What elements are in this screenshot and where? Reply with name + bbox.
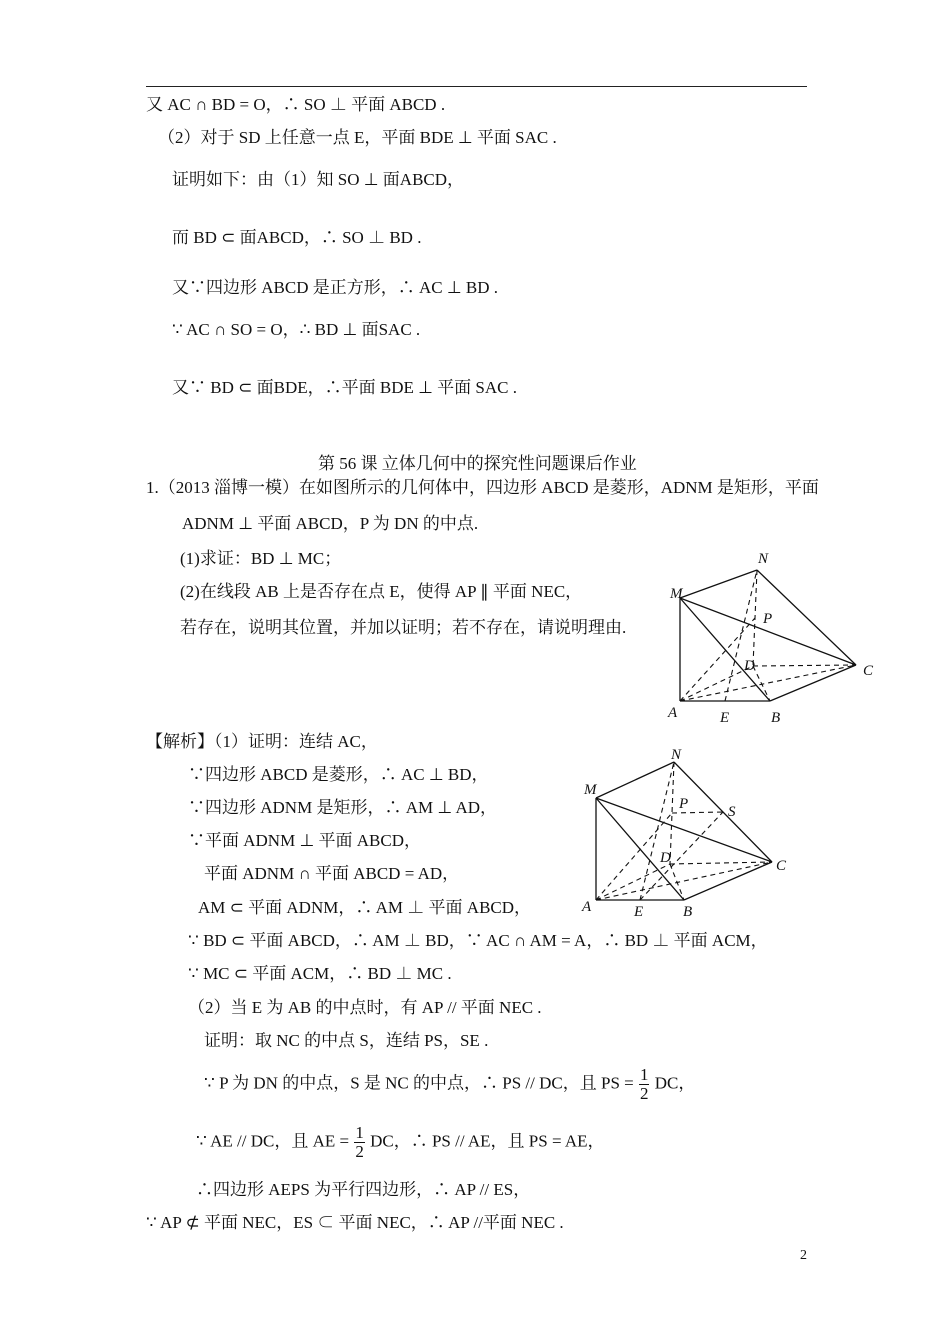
label-P: P bbox=[763, 611, 773, 627]
label-D: D bbox=[660, 850, 671, 866]
label-E: E bbox=[720, 710, 730, 726]
solution-line: 平面 ADNM ∩ 平面 ABCD = AD， bbox=[204, 864, 460, 883]
label-C: C bbox=[863, 663, 874, 679]
solution-line: ∵平面 ADNM ⊥ 平面 ABCD， bbox=[188, 831, 421, 850]
fraction-half bbox=[354, 1124, 365, 1161]
label-E: E bbox=[634, 904, 644, 920]
line-text: DC， bbox=[654, 1073, 696, 1093]
fraction-denominator: 2 bbox=[639, 1084, 649, 1103]
line-text: ∵ AE // DC，且 AE = bbox=[196, 1131, 350, 1151]
label-N: N bbox=[671, 747, 682, 763]
geometry-figure-2 bbox=[575, 738, 805, 928]
label-P: P bbox=[679, 796, 689, 812]
problem-line: 若存在，说明其位置，并加以证明；若不存在，请说明理由. bbox=[180, 618, 627, 637]
label-D: D bbox=[744, 658, 755, 674]
label-A: A bbox=[668, 705, 678, 721]
page-number: 2 bbox=[800, 1248, 807, 1263]
solution-line bbox=[204, 1066, 695, 1103]
text-line: （2）对于 SD 上任意一点 E，平面 BDE ⊥ 平面 SAC . bbox=[158, 128, 557, 147]
fraction-numerator: 1 bbox=[639, 1065, 649, 1084]
label-N: N bbox=[758, 551, 769, 567]
problem-line: (1)求证：BD ⊥ MC； bbox=[180, 549, 342, 568]
text-line: 而 BD ⊂ 面ABCD，∴ SO ⊥ BD . bbox=[172, 228, 422, 247]
problem-line: (2)在线段 AB 上是否存在点 E，使得 AP ∥ 平面 NEC， bbox=[180, 582, 583, 601]
label-S: S bbox=[728, 804, 736, 820]
label-M: M bbox=[584, 782, 597, 798]
text-line: 又∵ BD ⊂ 面BDE，∴平面 BDE ⊥ 平面 SAC . bbox=[172, 378, 517, 397]
fraction-denominator: 2 bbox=[355, 1142, 364, 1161]
fraction-numerator: 1 bbox=[355, 1123, 364, 1142]
solution-line: ∵ AP ⊄ 平面 NEC，ES ⊂ 平面 NEC，∴ AP //平面 NEC . bbox=[146, 1213, 564, 1232]
line-text: ∵ P 为 DN 的中点，S 是 NC 的中点，∴ PS // DC，且 PS = bbox=[204, 1073, 634, 1093]
text-line: ∵ AC ∩ SO = O，∴ BD ⊥ 面SAC . bbox=[172, 320, 421, 339]
label-B: B bbox=[771, 710, 781, 726]
geometry-figure-1 bbox=[660, 545, 890, 730]
text-line: 证明如下：由（1）知 SO ⊥ 面ABCD， bbox=[172, 170, 465, 189]
section-title: 第 56 课 立体几何中的探究性问题课后作业 bbox=[318, 454, 637, 473]
problem-line: ADNM ⊥ 平面 ABCD，P 为 DN 的中点. bbox=[182, 514, 479, 533]
solution-line bbox=[196, 1124, 605, 1161]
solution-line: ∵四边形 ADNM 是矩形，∴ AM ⊥ AD， bbox=[188, 798, 498, 817]
solution-line: ∵ BD ⊂ 平面 ABCD，∴ AM ⊥ BD，∵ AC ∩ AM = A，∴ BD ⊥ 平面 ACM， bbox=[188, 931, 768, 950]
solution-line: 证明：取 NC 的中点 S，连结 PS，SE . bbox=[204, 1031, 489, 1050]
text-line: 又 AC ∩ BD = O，∴ SO ⊥ 平面 ABCD . bbox=[146, 95, 446, 114]
solution-line: 【解析】（1）证明：连结 AC， bbox=[146, 732, 378, 751]
solution-line: ∵ MC ⊂ 平面 ACM，∴ BD ⊥ MC . bbox=[188, 964, 452, 983]
label-A: A bbox=[582, 899, 592, 915]
problem-line: 1.（2013 淄博一模）在如图所示的几何体中，四边形 ABCD 是菱形，ADNM 是矩形，平面 bbox=[146, 478, 819, 497]
solution-line: AM ⊂ 平面 ADNM，∴ AM ⊥ 平面 ABCD， bbox=[198, 898, 532, 917]
fraction-half bbox=[639, 1066, 650, 1103]
line-text: DC，∴ PS // AE，且 PS = AE， bbox=[370, 1131, 605, 1151]
solution-line: （2）当 E 为 AB 的中点时，有 AP // 平面 NEC . bbox=[188, 998, 542, 1017]
solution-line: ∴四边形 AEPS 为平行四边形，∴ AP // ES， bbox=[196, 1180, 531, 1199]
solution-line: ∵四边形 ABCD 是菱形，∴ AC ⊥ BD， bbox=[188, 765, 489, 784]
label-B: B bbox=[683, 904, 693, 920]
header-rule bbox=[146, 86, 807, 87]
label-M: M bbox=[670, 586, 683, 602]
label-C: C bbox=[776, 858, 787, 874]
text-line: 又∵四边形 ABCD 是正方形，∴ AC ⊥ BD . bbox=[172, 278, 499, 297]
